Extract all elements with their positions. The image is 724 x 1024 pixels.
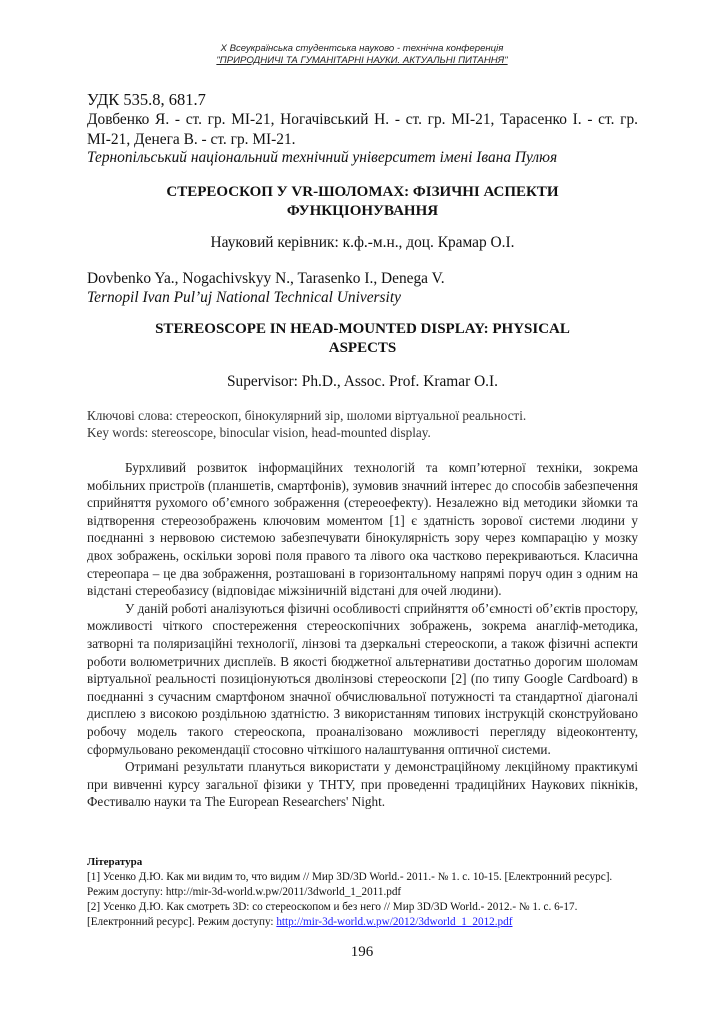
reference-1: [1] Усенко Д.Ю. Как ми видим то, что видим // Мир 3D/3D World.- 2011.- № 1. с. 10-15. [Електронний ресурс]. Режим доступу: http://mir-3d-world.w.pw/2011/3dworld_1_2011.pdf (87, 871, 613, 898)
title-ua (87, 183, 638, 221)
institution-en: Ternopil Ivan Pul’uj National Technical University (87, 289, 401, 306)
title-en-line2: ASPECTS (328, 340, 397, 356)
references (87, 855, 638, 930)
conference-header-line2: "ПРИРОДНИЧІ ТА ГУМАНІТАРНІ НАУКИ. АКТУАЛЬНІ ПИТАННЯ" (216, 55, 508, 66)
title-ua-line1: СТЕРЕОСКОП У VR-ШОЛОМАХ: ФІЗИЧНІ АСПЕКТИ (166, 184, 559, 200)
body-paragraph-1: Бурхливий розвиток інформаційних технологій та комп’ютерної техніки, зокрема мобільних пристроїв (планшетів, смартфонів), зумовив значний інтерес до способів забезпечення сприйняття рухомого об’ємного зображення (стереоефекту). Незалежно від методики зйомки та відтворення стереозображень ключовим моментом [1] є здатність зорової системи людини у поєднанні з нервовою системою забезпечувати бінокулярність зору через компарацію у мозку двох зображень, оскільки зорові поля правого та лівого ока частково перекриваються. Класична стереопара – це два зображення, розташовані в горизонтальному напрямі поруч один з одним на відстані стереобазису (відповідає міжзіничній відстані для очей людини). (87, 460, 638, 599)
supervisor-ua: Науковий керівник: к.ф.-м.н., доц. Крамар О.І. (210, 234, 515, 251)
keywords (87, 407, 638, 441)
title-en (87, 320, 638, 358)
authors-en: Dovbenko Ya., Nogachivskyy N., Tarasenko I., Denega V. (87, 270, 445, 287)
body-paragraph-2: У даній роботі аналізуються фізичні особливості сприйняття об’ємності об’єктів простору, можливості чіткого спостереження стереоскопічних зображень, зокрема анагліф-методика, затворні та поляризаційні технології, лінзові та дзеркальні стереоскопи, а також фізичні аспекти роботи волюметричних дисплеїв. В якості бюджетної альтернативи достатньо дорогим шоломам віртуальної реальності позиціонуються дволінзові стереоскопи [2] (по типу Google Cardboard) в поєднанні з сучасним смартфоном значної обчислювальної потужності та стандартної діагоналі дисплею з високою роздільною здатністю. З використанням типових інструкцій сконструйовано робочу модель такого стереоскопа, проаналізовано можливості перегляду відеоконтенту, сформульовано рекомендації стосовно чіткішого налаштування оптичної системи. (87, 600, 638, 757)
body-text (87, 459, 638, 811)
page-number: 196 (350, 944, 374, 960)
body-paragraph-3: Отримані результати плануться використати у демонстраційному лекційному практикумі при вивченні курсу загальної фізики у ТНТУ, при проведенні традиційних Наукових пікніків, Фестивалю науки та The European Researchers' Night. (87, 759, 638, 810)
keywords-en: Key words: stereoscope, binocular vision, head-mounted display. (87, 425, 431, 440)
reference-2-link[interactable]: http://mir-3d-world.w.pw/2012/3dworld_1_2012.pdf (276, 916, 513, 928)
title-ua-line2: ФУНКЦІОНУВАННЯ (286, 203, 439, 219)
keywords-ua: Ключові слова: стереоскоп, бінокулярний зір, шоломи віртуальної реальності. (87, 408, 527, 423)
title-en-line1: STEREOSCOPE IN HEAD-MOUNTED DISPLAY: PHYSICAL (155, 321, 570, 337)
references-heading: Література (87, 856, 143, 868)
reference-2 (87, 900, 638, 930)
authors-ua: Довбенко Я. - ст. гр. МІ-21, Ногачівський Н. - ст. гр. МІ-21, Тарасенко І. - ст. гр. МІ-21, Денега В. - ст. гр. МІ-21. (87, 111, 638, 148)
institution-ua: Тернопільський національний технічний університет імені Івана Пулюя (87, 149, 558, 166)
conference-header (0, 43, 724, 67)
conference-header-line1: X Всеукраїнська студентська науково - технічна конференція (220, 43, 504, 54)
supervisor-en: Supervisor: Ph.D., Assoc. Prof. Kramar O.I. (226, 373, 499, 390)
reference-2-text: [2] Усенко Д.Ю. Как смотреть 3D: со стереоскопом и без него // Мир 3D/3D World.- 2012.- № 1. с. 6-17. [Електронний ресурс]. Режим доступу: (87, 901, 578, 928)
udk-code: УДК 535.8, 681.7 (87, 90, 206, 109)
